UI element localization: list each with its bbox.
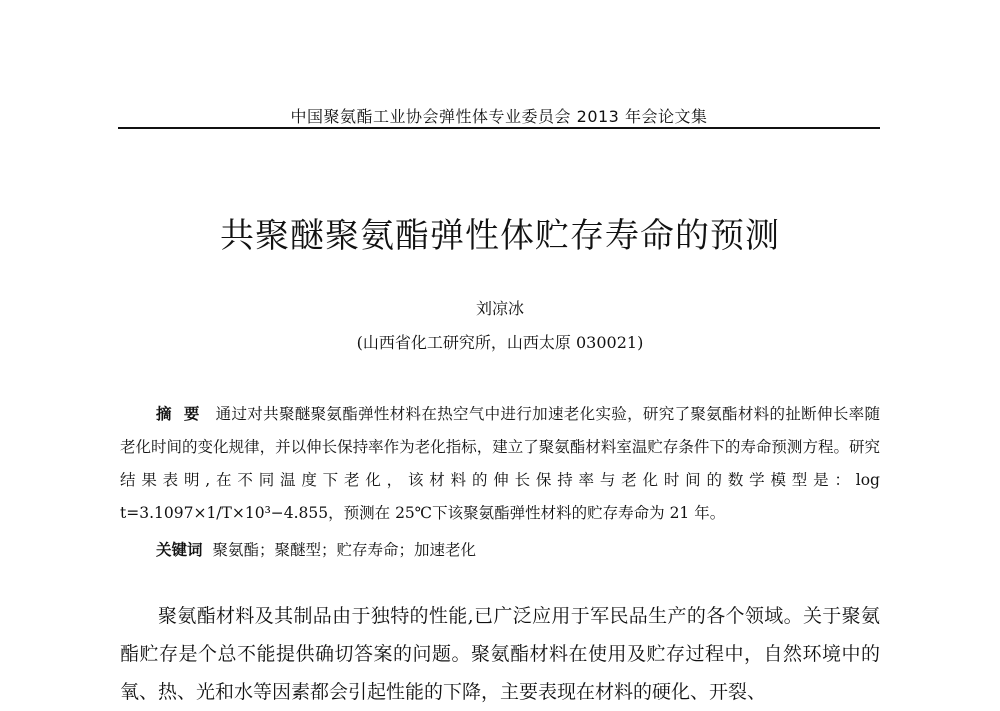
keywords [156,538,880,560]
abstract [120,397,880,530]
author-affiliation: (山西省化工研究所，山西太原 030021) [356,333,644,352]
keywords-text: 聚氨酯；聚醚型；贮存寿命；加速老化 [212,541,477,559]
author-name: 刘凉冰 [475,299,524,318]
abstract-label: 摘要 [156,404,212,423]
proceedings-header: 中国聚氨酯工业协会弹性体专业委员会 2013 年会论文集 [290,107,708,126]
body-paragraph: 聚氨酯材料及其制品由于独特的性能,已广泛应用于军民品生产的各个领域。关于聚氨酯贮存是个总不能提供确切答案的问题。聚氨酯材料在使用及贮存过程中，自然环境中的氧、热、光和水等因素都会引起性能的下降，主要表现在材料的硬化、开裂、 [120,605,880,703]
keywords-label: 关键词 [156,540,203,559]
header-rule [118,127,880,129]
abstract-text: 通过对共聚醚聚氨酯弹性材料在热空气中进行加速老化实验，研究了聚氨酯材料的扯断伸长率随老化时间的变化规律，并以伸长保持率作为老化指标，建立了聚氨酯材料室温贮存条件下的寿命预测方程。研究结果表明,在不同温度下老化，该材料的伸长保持率与老化时间的数学模型是：log t=3.1097×1/T×10³−4.855，预测在 25℃下该聚氨酯弹性材料的贮存寿命为 21 年。 [120,405,880,522]
paper-title: 共聚醚聚氨酯弹性体贮存寿命的预测 [220,216,780,256]
